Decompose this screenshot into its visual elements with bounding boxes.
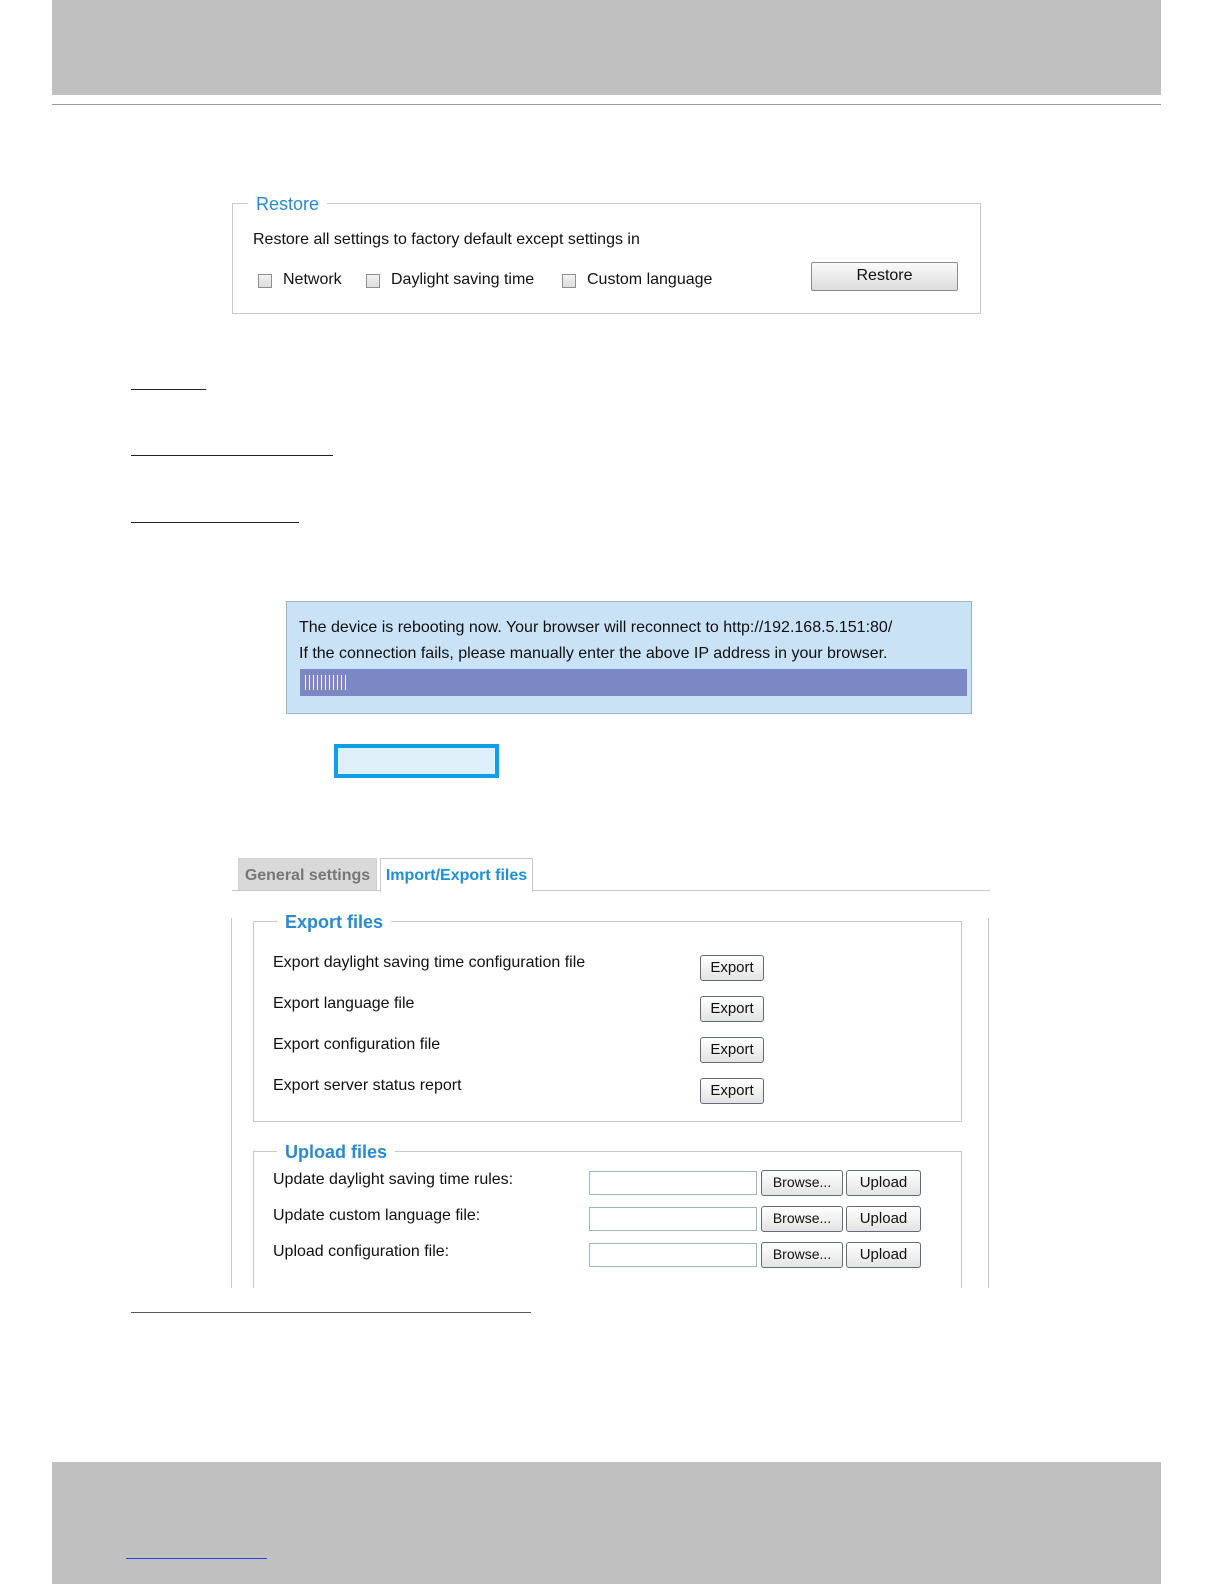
- export-language-button[interactable]: Export: [700, 996, 764, 1022]
- restore-legend: Restore: [248, 193, 327, 215]
- section-heading-underline: [131, 522, 299, 523]
- export-dst-label: Export daylight saving time configuration file: [273, 954, 586, 971]
- tab-baseline: [533, 890, 990, 891]
- page-footer-band: [52, 1462, 1161, 1584]
- dst-rules-browse-button[interactable]: Browse...: [761, 1170, 843, 1196]
- reboot-progress-bar: [300, 669, 967, 696]
- highlight-callout-box: [334, 744, 499, 778]
- restore-description: Restore all settings to factory default except settings in: [253, 231, 640, 248]
- dst-rules-upload-button[interactable]: Upload: [846, 1170, 921, 1196]
- export-configuration-label: Export configuration file: [273, 1036, 441, 1053]
- footer-link-underline[interactable]: [126, 1558, 267, 1559]
- export-language-label: Export language file: [273, 995, 415, 1012]
- upload-files-legend: Upload files: [277, 1141, 395, 1163]
- daylight-saving-time-checkbox[interactable]: [366, 274, 380, 288]
- language-file-input[interactable]: [589, 1207, 757, 1231]
- export-dst-button[interactable]: Export: [700, 955, 764, 981]
- dst-rules-file-input[interactable]: [589, 1171, 757, 1195]
- language-file-upload-button[interactable]: Upload: [846, 1206, 921, 1232]
- upload-language-file-label: Update custom language file:: [273, 1207, 481, 1224]
- custom-language-checkbox-label: Custom language: [587, 271, 713, 288]
- reboot-message-line1: The device is rebooting now. Your browser will reconnect to http://192.168.5.151:80/: [299, 619, 893, 636]
- header-divider: [52, 104, 1161, 105]
- tab-general-settings[interactable]: General settings: [238, 858, 377, 891]
- export-files-legend: Export files: [277, 911, 391, 933]
- panel-border-left: [231, 918, 232, 1288]
- progress-ticks: [305, 675, 349, 690]
- tab-import-export-files[interactable]: Import/Export files: [380, 858, 533, 892]
- restore-button[interactable]: Restore: [811, 262, 958, 291]
- reboot-message-line2: If the connection fails, please manually enter the above IP address in your browser.: [299, 645, 888, 662]
- language-file-browse-button[interactable]: Browse...: [761, 1206, 843, 1232]
- configuration-file-upload-button[interactable]: Upload: [846, 1242, 921, 1268]
- upload-configuration-file-label: Upload configuration file:: [273, 1243, 450, 1260]
- configuration-file-input[interactable]: [589, 1243, 757, 1267]
- page-header-band: [52, 0, 1161, 95]
- section-heading-underline: [131, 389, 206, 390]
- network-checkbox-label: Network: [283, 271, 342, 288]
- tab-baseline: [232, 890, 380, 891]
- configuration-file-browse-button[interactable]: Browse...: [761, 1242, 843, 1268]
- upload-dst-rules-label: Update daylight saving time rules:: [273, 1171, 514, 1188]
- network-checkbox[interactable]: [258, 274, 272, 288]
- section-heading-underline: [131, 455, 333, 456]
- export-configuration-button[interactable]: Export: [700, 1037, 764, 1063]
- daylight-saving-time-checkbox-label: Daylight saving time: [391, 271, 535, 288]
- panel-border-right: [988, 918, 989, 1288]
- export-status-report-button[interactable]: Export: [700, 1078, 764, 1104]
- export-status-report-label: Export server status report: [273, 1077, 462, 1094]
- restore-fieldset: [232, 203, 981, 314]
- footnote-rule: [131, 1312, 531, 1313]
- custom-language-checkbox[interactable]: [562, 274, 576, 288]
